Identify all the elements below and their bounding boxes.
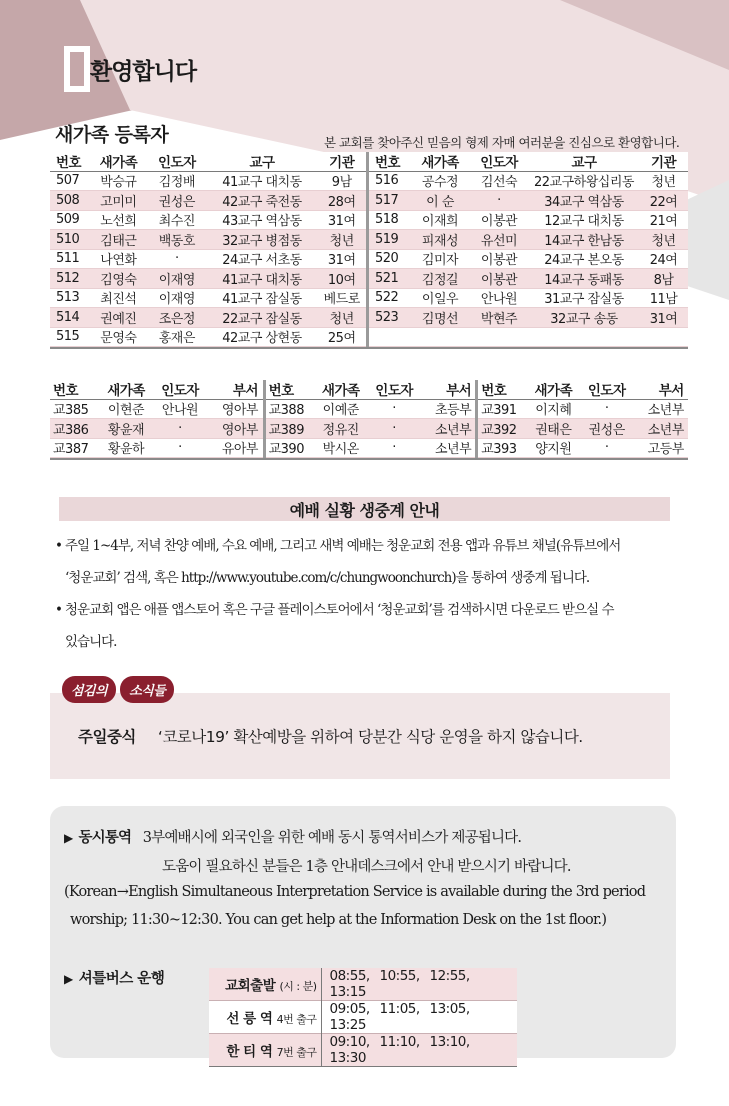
broadcast-heading: 예배 실황 생중계 안내 — [59, 497, 670, 521]
cell-name: 최진석 — [100, 292, 137, 308]
cell-dept: 10여 — [327, 272, 356, 288]
registration-table-left — [50, 152, 369, 347]
table-row — [369, 172, 688, 192]
cell-dept: 31여 — [327, 214, 356, 230]
table-row — [209, 1034, 517, 1067]
cell-no: 521 — [375, 270, 399, 286]
interpretation-text-4: worship; 11:30~12:30. You can get help at the Information Desk on the 1st floor.) — [70, 912, 607, 928]
interpretation-line-1 — [64, 826, 521, 847]
triangle-marker-icon: ▶ — [64, 831, 73, 845]
cell-no: 514 — [56, 309, 80, 325]
table-row — [369, 308, 688, 328]
table-row — [209, 968, 517, 1001]
cell-name: 권태은 — [535, 422, 572, 438]
cell-name: 양지원 — [535, 442, 572, 458]
cell-district: 42교구 죽전동 — [222, 194, 302, 210]
col-no: 번호 — [375, 155, 401, 172]
table-row — [369, 250, 688, 270]
children-table-group — [263, 380, 476, 458]
cell-no: 교386 — [53, 422, 89, 438]
col-guide: 인도자 — [158, 155, 196, 172]
cell-no: 517 — [375, 192, 399, 208]
table-row — [50, 191, 366, 211]
cell-dept: 24여 — [649, 253, 678, 269]
cell-no: 523 — [375, 309, 399, 325]
table-row — [369, 230, 688, 250]
cell-guide: 박현주 — [480, 311, 518, 327]
table-row — [50, 308, 366, 328]
cell-dept: 9남 — [331, 175, 352, 191]
cell-dept: 베드로 — [323, 292, 360, 308]
table-row — [266, 400, 476, 420]
cell-no: 520 — [375, 251, 399, 267]
interpretation-text-1: 3부예배시에 외국인을 위한 예배 동시 통역서비스가 제공됩니다. — [142, 830, 522, 846]
cell-dept: 소년부 — [647, 422, 684, 438]
cell-name: 이지혜 — [535, 403, 572, 419]
cell-guide: 이재영 — [158, 292, 195, 308]
cell-no: 511 — [56, 251, 80, 267]
cell-no: 513 — [56, 290, 80, 306]
shuttle-station: 선 릉 역 — [226, 1011, 273, 1027]
cell-district: 12교구 대치동 — [544, 214, 624, 230]
cell-no: 교391 — [481, 403, 517, 419]
table-row — [50, 250, 366, 270]
cell-guide: · — [392, 401, 396, 417]
table-row — [478, 439, 688, 459]
table-row — [50, 230, 366, 250]
cell-district: 41교구 대치동 — [222, 272, 302, 288]
cell-dept: 소년부 — [647, 403, 684, 419]
cell-name: 노선희 — [100, 214, 137, 230]
children-table-body — [50, 400, 263, 459]
cell-name: 김명선 — [421, 311, 459, 327]
table-row — [50, 211, 366, 231]
col-name: 새가족 — [107, 383, 145, 400]
cell-guide: · — [604, 401, 609, 417]
children-table-group — [475, 380, 688, 458]
table-row — [478, 419, 688, 439]
cell-name: 공수정 — [421, 175, 459, 191]
cell-no: 교387 — [53, 442, 89, 458]
cell-guide: 안나원 — [480, 292, 518, 308]
cell-dept: 영아부 — [221, 422, 258, 438]
cell-no: 교388 — [268, 403, 304, 419]
children-table-body — [478, 400, 688, 459]
broadcast-item-1-line-1: 주일 1~4부, 저녁 찬양 예배, 수요 예배, 그리고 새벽 예배는 청운교회 전용 앱과 유튜브 채널(유튜브에서 — [65, 538, 621, 554]
triangle-marker-icon: ▶ — [64, 972, 73, 986]
col-name: 새가족 — [99, 155, 138, 172]
cell-no: 교392 — [481, 422, 517, 438]
badge-word-2: 소식들 — [120, 676, 174, 703]
table-row — [369, 191, 688, 211]
cell-name: 이 순 — [426, 194, 454, 210]
table-row — [266, 419, 476, 439]
cell-name: 박승규 — [100, 175, 137, 191]
col-name: 새가족 — [421, 155, 459, 172]
cell-dept: 28여 — [327, 194, 356, 210]
cell-district: 32교구 병점동 — [222, 233, 302, 249]
cell-name: 이재희 — [421, 214, 459, 230]
col-guide: 인도자 — [480, 155, 518, 172]
table-row — [50, 289, 366, 309]
cell-guide: 홍재은 — [158, 331, 195, 347]
shuttle-table — [209, 968, 517, 1067]
cell-no: 교389 — [268, 422, 304, 438]
cell-guide: · — [604, 440, 609, 456]
col-guide: 인도자 — [161, 383, 199, 400]
cell-guide: · — [392, 420, 396, 436]
page-header — [64, 46, 196, 92]
shuttle-station-note: 4번 출구 — [276, 1013, 317, 1026]
col-guide: 인도자 — [375, 383, 413, 400]
broadcast-item-1-line-2: ‘청운교회’ 검색, 혹은 http://www.youtube.com/c/chungwoonchurch)을 통하여 생중계 됩니다. — [65, 570, 590, 586]
cell-guide: 권성은 — [158, 194, 195, 210]
col-guide: 인도자 — [587, 383, 626, 400]
col-dept: 기관 — [329, 155, 355, 172]
cell-name: 정유진 — [322, 422, 359, 438]
cell-district: 14교구 한남동 — [544, 233, 624, 249]
cell-guide: 유선미 — [480, 233, 518, 249]
cell-dept: 청년 — [651, 233, 676, 249]
table-row — [369, 289, 688, 309]
bullet-icon: • — [55, 538, 62, 554]
list-item — [55, 594, 680, 658]
col-district: 교구 — [571, 155, 597, 172]
cell-guide: 이봉관 — [480, 214, 518, 230]
table-header-row — [478, 380, 688, 400]
col-district: 교구 — [249, 155, 275, 172]
interpretation-text-2: 도움이 필요하신 분들은 1층 안내데스크에서 안내 받으시기 바랍니다. — [162, 859, 571, 875]
memorial-text: ‘코로나19’ 확산예방을 위하여 당분간 식당 운영을 하지 않습니다. — [157, 728, 583, 746]
col-name: 새가족 — [321, 383, 360, 400]
cell-name: 김미자 — [421, 253, 459, 269]
cell-guide: 이재영 — [158, 272, 195, 288]
cell-dept: 소년부 — [435, 442, 472, 458]
cell-name: 이일우 — [421, 292, 459, 308]
title-frame-decoration — [64, 46, 90, 92]
cell-name: 김정길 — [421, 272, 459, 288]
shuttle-station-cell — [209, 1001, 321, 1034]
table-row — [369, 269, 688, 289]
cell-no: 518 — [375, 212, 399, 228]
cell-dept: 청년 — [329, 233, 354, 249]
col-dept: 부서 — [232, 383, 258, 400]
page-title: 환영합니다 — [90, 58, 197, 85]
cell-district: 42교구 상현동 — [222, 331, 302, 347]
col-no: 번호 — [53, 383, 79, 400]
registration-intro: 본 교회를 찾아주신 믿음의 형제 자매 여러분을 진심으로 환영합니다. — [324, 135, 680, 150]
cell-name: 김태근 — [100, 233, 137, 249]
cell-name: 황윤하 — [107, 442, 145, 458]
col-dept: 기관 — [650, 155, 677, 172]
table-row — [50, 328, 366, 348]
interpretation-label: 동시통역 — [78, 830, 132, 846]
cell-guide: 이봉관 — [480, 272, 518, 288]
table-row — [50, 419, 263, 439]
cell-guide: 최수진 — [158, 214, 195, 230]
shuttle-station-note: (시 : 분) — [279, 980, 317, 993]
table-header-row — [50, 380, 263, 400]
cell-name: 박시온 — [322, 442, 359, 458]
cell-guide: · — [178, 420, 182, 436]
col-no: 번호 — [268, 383, 294, 400]
cell-no: 510 — [56, 231, 80, 247]
shuttle-station-cell — [209, 968, 321, 1001]
cell-district: 41교구 대치동 — [222, 175, 302, 191]
cell-guide: · — [497, 192, 501, 208]
cell-guide: 이봉관 — [480, 253, 518, 269]
cell-dept: 청년 — [329, 311, 354, 327]
memorial-notice — [50, 693, 670, 779]
col-dept: 부서 — [446, 383, 472, 400]
cell-district: 22교구 잠실동 — [222, 311, 302, 327]
cell-dept: 8남 — [653, 272, 674, 288]
cell-name: 이현준 — [107, 403, 145, 419]
list-item — [55, 530, 680, 594]
cell-name: 황윤재 — [107, 422, 145, 438]
cell-district: 34교구 역삼동 — [544, 194, 624, 210]
cell-name: 나연화 — [100, 253, 137, 269]
cell-dept: 25여 — [327, 331, 356, 347]
registration-table-right — [369, 152, 688, 347]
cell-guide: 조은정 — [158, 311, 195, 327]
cell-no: 516 — [375, 173, 399, 189]
cell-district: 24교구 본오동 — [544, 253, 624, 269]
cell-name: 이예준 — [322, 403, 359, 419]
table-row — [369, 211, 688, 231]
table-row — [50, 172, 366, 192]
cell-no: 512 — [56, 270, 80, 286]
shuttle-times: 08:55, 10:55, 12:55, 13:15 — [321, 968, 517, 1001]
broadcast-list — [55, 530, 680, 658]
shuttle-times: 09:05, 11:05, 13:05, 13:25 — [321, 1001, 517, 1034]
shuttle-station-note: 7번 출구 — [276, 1046, 317, 1059]
shuttle-times: 09:10, 11:10, 13:10, 13:30 — [321, 1034, 517, 1067]
col-name: 새가족 — [534, 383, 573, 400]
table-header-row — [369, 152, 688, 172]
table-row — [369, 328, 688, 348]
shuttle-station: 한 티 역 — [226, 1044, 273, 1060]
cell-no: 522 — [375, 290, 399, 306]
cell-no: 508 — [56, 192, 80, 208]
cell-no: 507 — [56, 173, 80, 189]
table-row — [209, 1001, 517, 1034]
cell-name: 피재성 — [421, 233, 459, 249]
cell-dept: 31여 — [649, 311, 678, 327]
table-row — [50, 400, 263, 420]
children-table-group — [50, 380, 263, 458]
cell-no: 교385 — [53, 403, 89, 419]
cell-dept: 21여 — [649, 214, 678, 230]
cell-dept: 유아부 — [221, 442, 258, 458]
broadcast-item-2-line-2: 있습니다. — [65, 634, 117, 650]
cell-district: 32교구 송동 — [550, 311, 618, 327]
table-row — [478, 400, 688, 420]
cell-dept: 31여 — [327, 253, 356, 269]
interpretation-text-3: (Korean→English Simultaneous Interpretation Service is available during the 3rd period — [64, 884, 646, 900]
cell-guide: 안나원 — [161, 403, 199, 419]
cell-no: 509 — [56, 212, 80, 228]
cell-district: 22교구하왕십리동 — [534, 175, 634, 191]
table-header-row — [266, 380, 476, 400]
cell-guide: 권성은 — [588, 422, 625, 438]
cell-dept: 초등부 — [435, 403, 472, 419]
registration-heading: 새가족 등록자 — [55, 124, 169, 146]
children-table-body — [266, 400, 476, 459]
cell-no: 519 — [375, 231, 399, 247]
cell-guide: 김정배 — [158, 175, 195, 191]
cell-district: 24교구 서초동 — [222, 253, 302, 269]
shuttle-station-cell — [209, 1034, 321, 1067]
cell-dept: 11남 — [649, 292, 678, 308]
cell-guide: · — [178, 440, 182, 456]
cell-guide: 김선숙 — [480, 175, 518, 191]
cell-dept: 청년 — [651, 175, 676, 191]
col-no: 번호 — [481, 383, 507, 400]
cell-no: 교393 — [481, 442, 517, 458]
broadcast-item-2-line-1: 청운교회 앱은 애플 앱스토어 혹은 구글 플레이스토어에서 ‘청운교회’를 검색하시면 다운로드 받으실 수 — [65, 602, 614, 618]
cell-district: 31교구 잠실동 — [544, 292, 624, 308]
shuttle-station: 교회출발 — [225, 978, 276, 994]
cell-dept: 고등부 — [647, 442, 684, 458]
table-row — [50, 269, 366, 289]
cell-district: 43교구 역삼동 — [222, 214, 302, 230]
cell-guide: · — [392, 440, 396, 456]
shuttle-label: 셔틀버스 운행 — [78, 971, 165, 987]
cell-name: 김영숙 — [100, 272, 137, 288]
table-divider — [50, 347, 688, 349]
memorial-label: 주일중식 — [78, 728, 136, 746]
bullet-icon: • — [55, 602, 62, 618]
table-divider — [50, 458, 688, 460]
table-row — [50, 439, 263, 459]
cell-no: 교390 — [268, 442, 304, 458]
shuttle-heading — [64, 967, 164, 988]
registration-table — [50, 152, 688, 349]
badge-word-1: 섬김의 — [62, 676, 116, 703]
table-header-row — [50, 152, 366, 172]
col-no: 번호 — [56, 155, 82, 172]
col-dept: 부서 — [658, 383, 684, 400]
cell-name: 고미미 — [100, 194, 137, 210]
cell-guide: 백동호 — [158, 233, 195, 249]
memorial-badge — [62, 676, 174, 703]
cell-guide: · — [175, 251, 179, 267]
cell-dept: 영아부 — [221, 403, 258, 419]
cell-district: 41교구 잠실동 — [222, 292, 302, 308]
table-row — [266, 439, 476, 459]
children-table — [50, 380, 688, 460]
cell-name: 문영숙 — [100, 331, 137, 347]
cell-dept: 22여 — [649, 194, 678, 210]
cell-dept: 소년부 — [435, 422, 472, 438]
cell-district: 14교구 동패동 — [544, 272, 624, 288]
cell-name: 권예진 — [100, 311, 137, 327]
cell-no: 515 — [56, 329, 80, 345]
